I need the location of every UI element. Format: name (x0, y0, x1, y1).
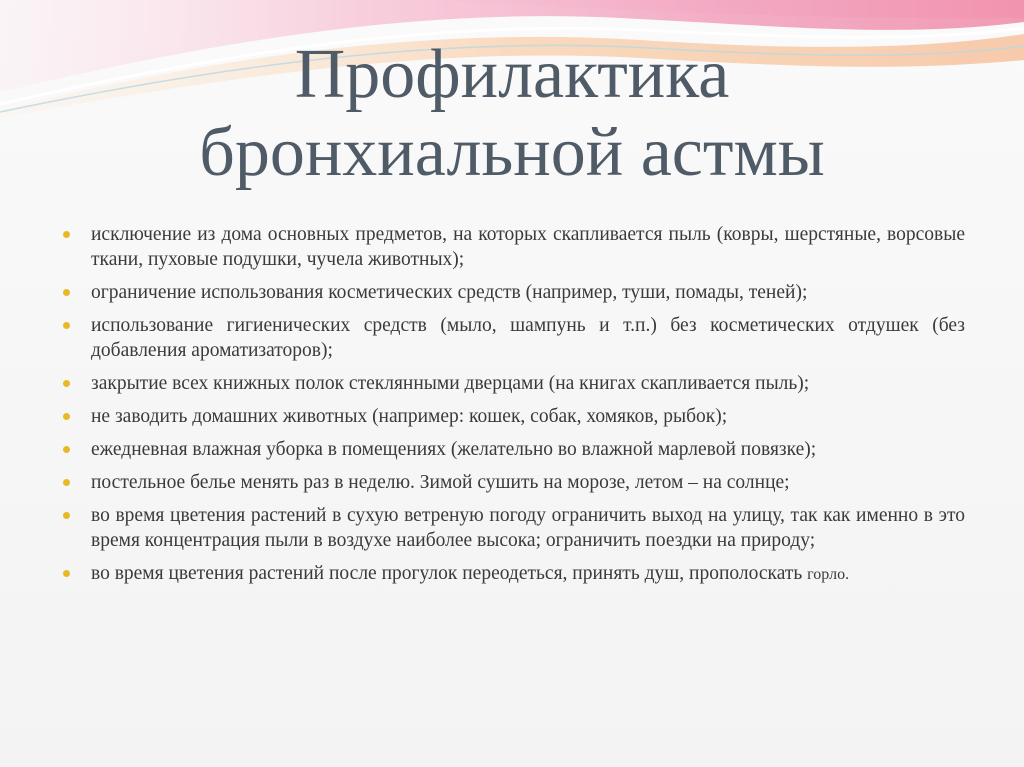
slide-title-line-1: Профилактика (294, 36, 730, 113)
list-item: использование гигиенических средств (мыло, шампунь и т.п.) без косметических отдушек (без добавления ароматизаторов); (60, 313, 965, 363)
bullet-dot-icon (63, 289, 70, 296)
bullet-dot-icon (63, 380, 70, 387)
bullet-tail-text: горло. (807, 566, 850, 583)
list-item: ежедневная влажная уборка в помещениях (желательно во влажной марлевой повязке); (60, 437, 965, 462)
list-item: ограничение использования косметических средств (например, туши, помады, теней); (60, 280, 965, 305)
bullet-dot-icon (63, 413, 70, 420)
bullet-dot-icon (63, 570, 70, 577)
bullet-dot-icon (63, 479, 70, 486)
bullet-dot-icon (63, 446, 70, 453)
slide-title-line-2: бронхиальной астмы (199, 114, 825, 191)
bullet-dot-icon (63, 512, 70, 519)
slide-title (100, 36, 924, 192)
list-item: исключение из дома основных предметов, на которых скапливается пыль (ковры, шерстяные, ворсовые ткани, пуховые подушки, чучела животных); (60, 222, 965, 272)
bullet-list (60, 222, 965, 595)
list-item: во время цветения растений после прогулок переодеться, принять душ, прополоскать горло. (60, 561, 965, 587)
bullet-dot-icon (63, 322, 70, 329)
list-item: не заводить домашних животных (например: кошек, собак, хомяков, рыбок); (60, 404, 965, 429)
list-item: закрытие всех книжных полок стеклянными дверцами (на книгах скапливается пыль); (60, 371, 965, 396)
list-item: постельное белье менять раз в неделю. Зимой сушить на морозе, летом – на солнце; (60, 470, 965, 495)
list-item: во время цветения растений в сухую ветреную погоду ограничить выход на улицу, так как именно в это время концентрация пыли в воздухе наиболее высока; ограничить поездки на природу; (60, 503, 965, 553)
bullet-dot-icon (63, 231, 70, 238)
